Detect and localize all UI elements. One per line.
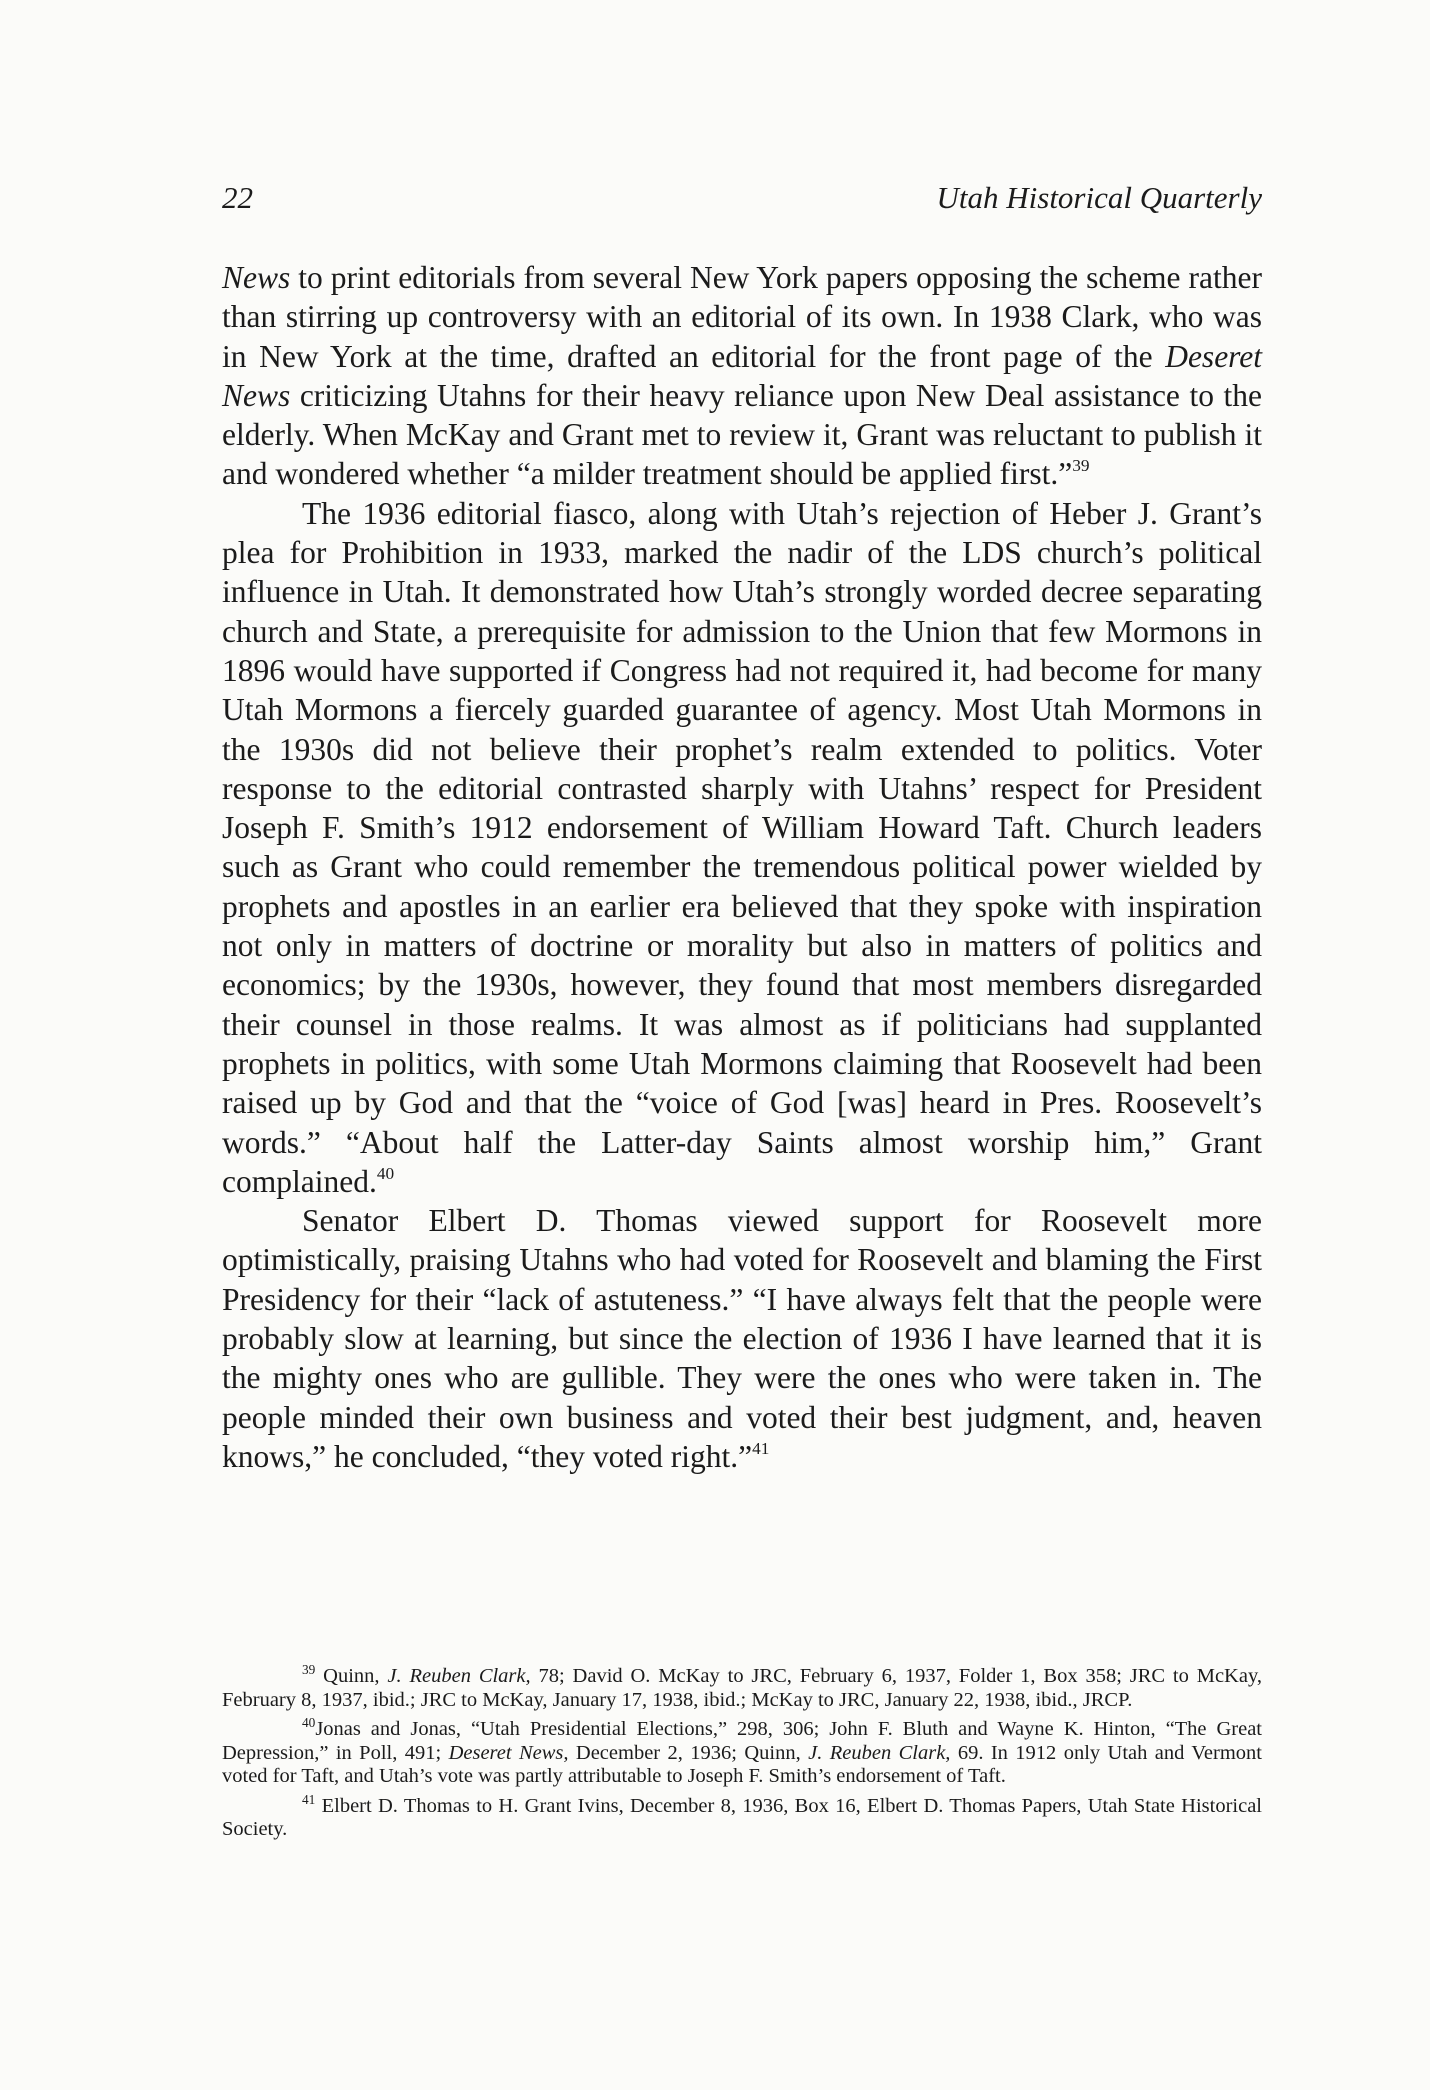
- italic-text: J. Reuben Clark,: [808, 1741, 951, 1764]
- paragraph-2: [222, 494, 1262, 1201]
- page-number: 22: [222, 180, 253, 215]
- text-run: Senator Elbert D. Thomas viewed support for Roosevelt more optimistically, praising Utahns who had voted for Roosevelt and blaming the First Presidency for their “lack of astuteness.” “I have always felt that the people were probably slow at learning, but since the election of 1936 I have learned that it is the mighty ones who are gullible. They were the ones who were taken in. The people minded their own business and voted their best judgment, and, heaven knows,” he concluded, “they voted right.”: [222, 1203, 1262, 1474]
- italic-text: J. Reuben Clark,: [387, 1665, 531, 1687]
- text-run: The 1936 editorial fiasco, along with Utah’s rejection of Heber J. Grant’s plea for Prohibition in 1933, marked the nadir of the LDS church’s political influence in Utah. It demonstrated how Utah’s strongly worded decree separating church and State, a prerequisite for admission to the Union that few Mormons in 1896 would have supported if Congress had not required it, had become for many Utah Mormons a fiercely guarded guarantee of agency. Most Utah Mormons in the 1930s did not believe their prophet’s realm extended to politics. Voter response to the editorial contrasted sharply with Utahns’ respect for President Joseph F. Smith’s 1912 endorsement of William Howard Taft. Church leaders such as Grant who could remember the tremendous political power wielded by prophets and apostles in an earlier era believed that they spoke with inspiration not only in matters of doctrine or morality but also in matters of politics and economics; by the 1930s, however, they found that most members disregarded their counsel in those realms. It was almost as if politicians had supplanted prophets in politics, with some Utah Mormons claiming that Roosevelt had been raised up by God and that the “voice of God [was] heard in Pres. Roosevelt’s words.” “About half the Latter-day Saints almost worship him,” Grant complained.: [222, 495, 1262, 1199]
- text-run: Jonas and Jonas, “Utah Presidential Elections,” 298, 306; John F. Bluth and Wayne K. Hinton, “The Great Depression,” in Poll, 491;: [222, 1718, 1262, 1764]
- footnote-40: [222, 1715, 1262, 1789]
- paragraph-1: [222, 258, 1262, 494]
- text-run: to print editorials from several New York papers opposing the scheme rather than stirring up controversy with an editorial of its own. In 1938 Clark, who was in New York at the time, drafted an editorial for the front page of the: [222, 260, 1262, 374]
- body-text: [222, 258, 1262, 1476]
- journal-title: Utah Historical Quarterly: [936, 180, 1262, 215]
- text-run: Elbert D. Thomas to H. Grant Ivins, December 8, 1936, Box 16, Elbert D. Thomas Papers, Utah State Historical Society.: [222, 1794, 1262, 1840]
- footnote-41: [222, 1791, 1262, 1842]
- text-run: 78; David O. McKay to JRC, February 6, 1937, Folder 1, Box 358; JRC to McKay, February 8, 1937, ibid.; JRC to McKay, January 17, 1938, ibid.; McKay to JRC, January 22, 1938, ibid., JRCP.: [222, 1665, 1263, 1711]
- footnotes: [222, 1662, 1263, 1848]
- footnote-ref: 40: [302, 1715, 316, 1731]
- footnote-39: [222, 1662, 1263, 1712]
- italic-text: Deseret News,: [448, 1741, 569, 1764]
- text-run: Quinn,: [315, 1665, 388, 1687]
- footnote-ref: 39: [1072, 456, 1090, 476]
- text-run: criticizing Utahns for their heavy reliance upon New Deal assistance to the elderly. When McKay and Grant met to review it, Grant was reluctant to publish it and wondered whether “a milder treatment should be applied first.”: [222, 377, 1262, 492]
- footnote-ref: 41: [302, 1791, 316, 1807]
- italic-text: News: [222, 260, 291, 295]
- footnote-ref: 40: [376, 1163, 395, 1183]
- paragraph-3: [222, 1201, 1262, 1476]
- text-run: 69. In 1912 only Utah and Vermont voted for Taft, and Utah’s vote was partly attributable to Joseph F. Smith’s endorsement of Taft.: [222, 1741, 1262, 1787]
- footnote-ref: 41: [752, 1438, 770, 1458]
- italic-text: Deseret News: [222, 338, 1262, 413]
- footnote-ref: 39: [302, 1662, 316, 1678]
- text-run: December 2, 1936; Quinn,: [568, 1741, 809, 1764]
